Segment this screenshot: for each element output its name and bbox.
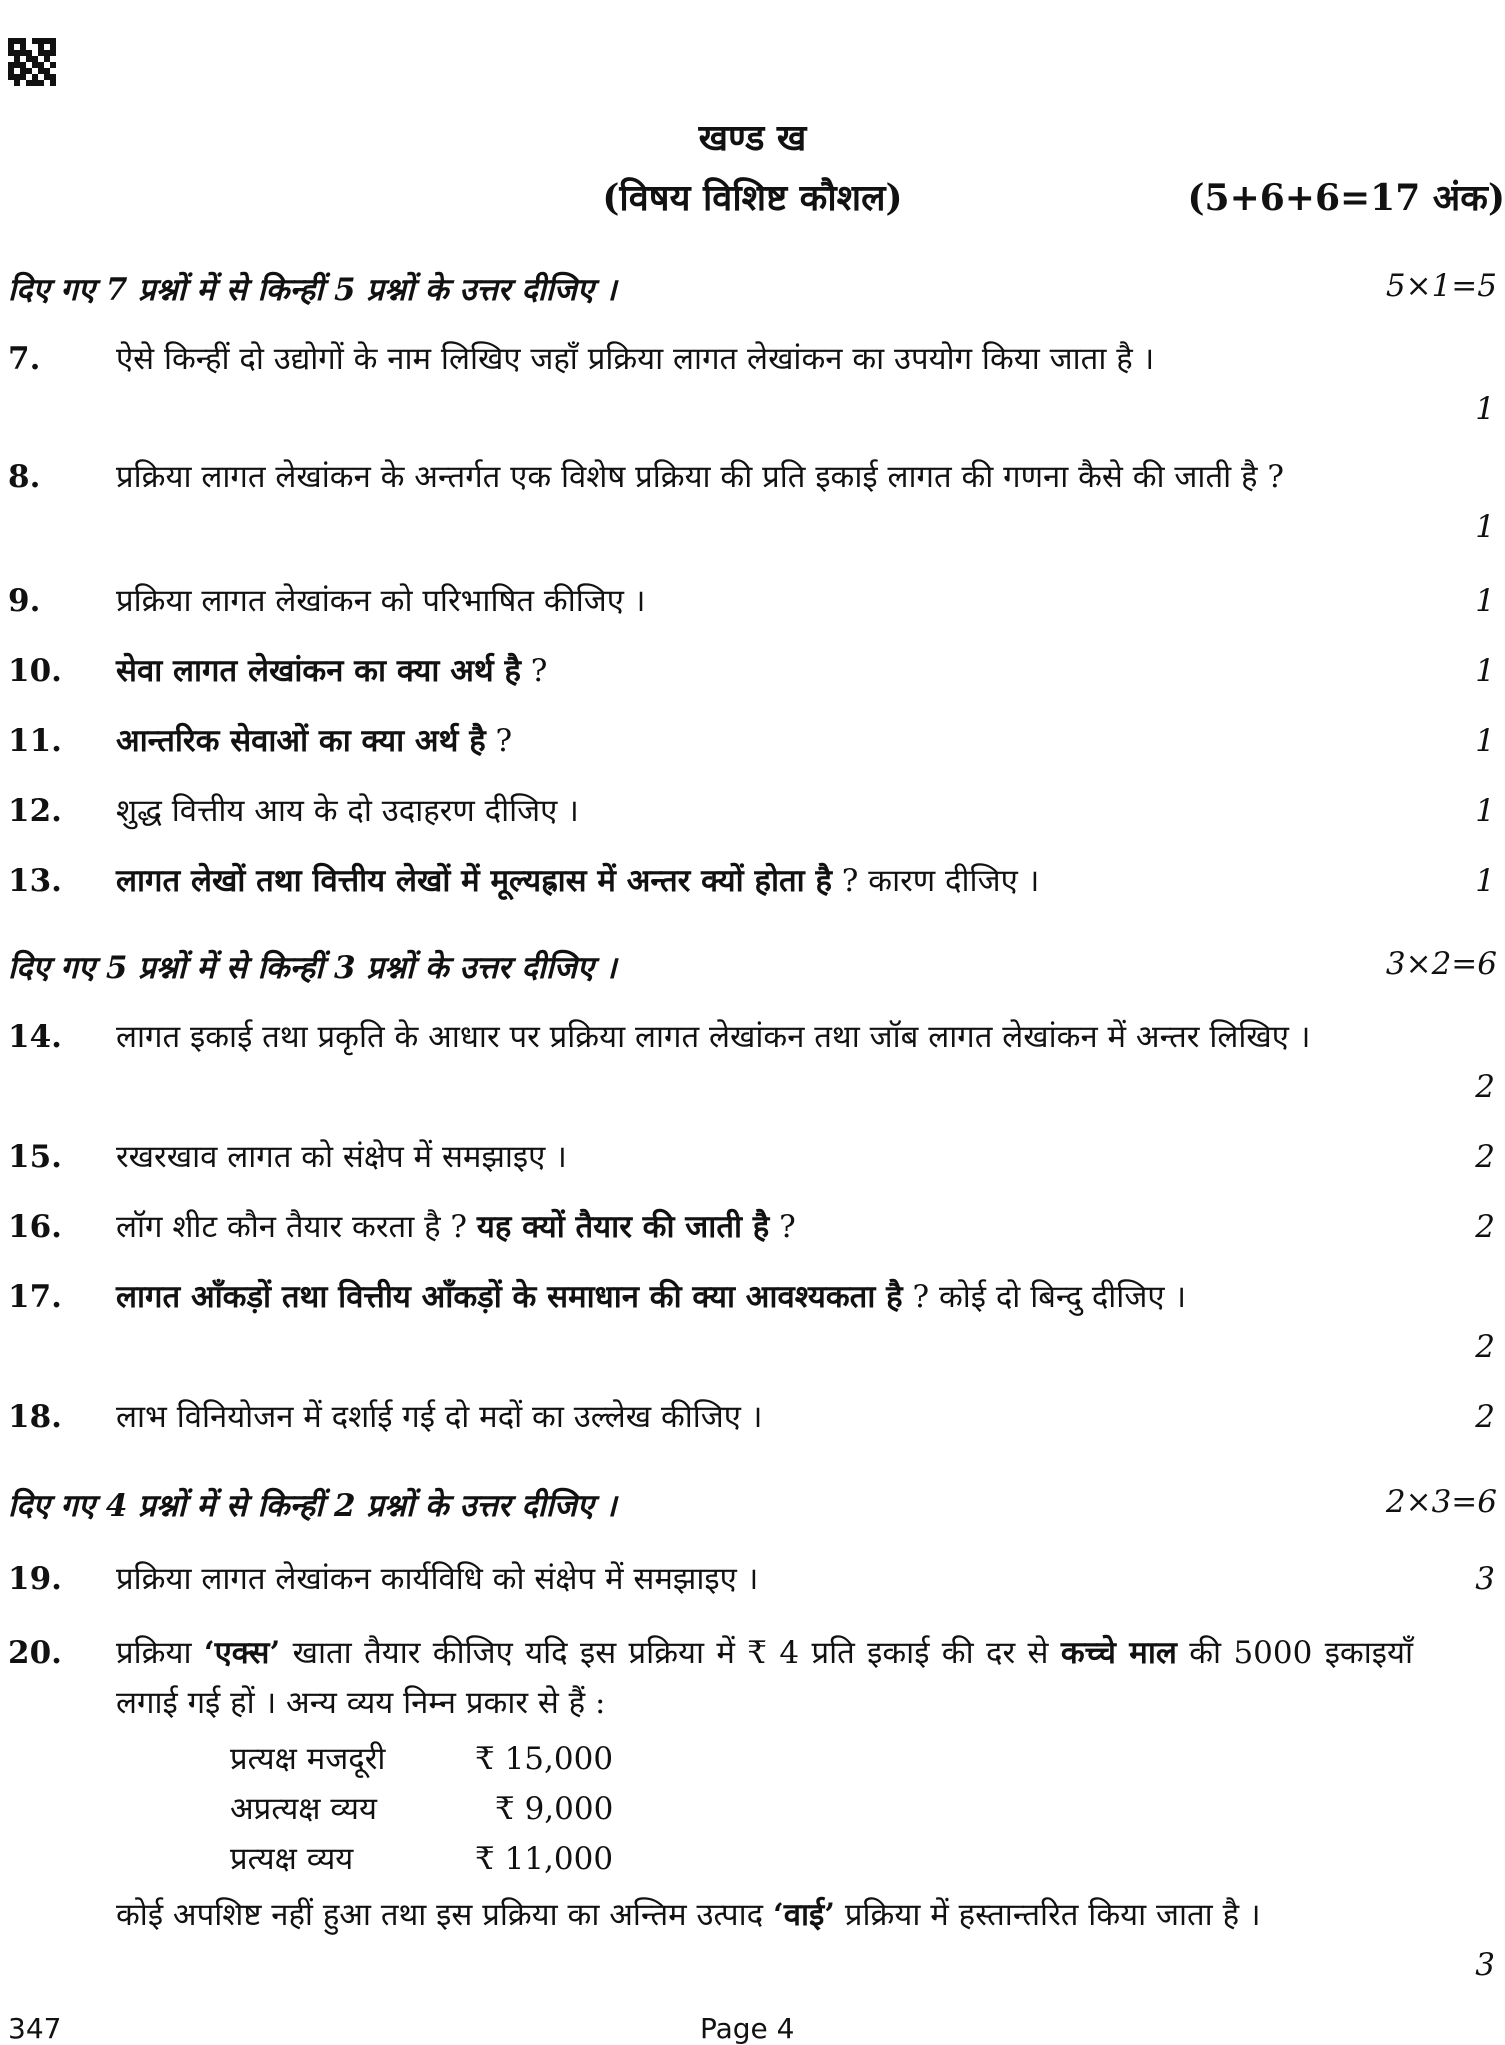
question-mark: 1 [1475,856,1495,906]
question-number: 13. [8,856,62,906]
question-14 [0,1012,1505,1112]
expense-value: ₹ 9,000 [495,1784,613,1834]
question-text: लाभ विनियोजन में दर्शाई गई दो मदों का उल्लेख कीजिए । [116,1392,1413,1442]
question-mark: 1 [1475,384,1495,434]
q20-text-p2a: कोई अपशिष्ट नहीं हुआ तथा इस प्रक्रिया का अन्तिम उत्पाद [116,1897,773,1933]
q20-raw-material: कच्चे माल [1061,1635,1177,1671]
section-title: खण्ड ख [0,112,1505,161]
question-20 [0,1628,1505,1728]
question-mark: 3 [1475,1554,1495,1604]
expense-value: ₹ 15,000 [475,1734,613,1784]
question-number: 20. [8,1628,62,1678]
question-number: 11. [8,716,62,766]
question-mark: 2 [1475,1392,1495,1442]
question-number: 14. [8,1012,62,1062]
question-7 [0,334,1505,434]
question-text-bold: यह क्यों तैयार की जाती है [477,1209,769,1245]
question-mark: 2 [1475,1322,1495,1372]
question-mark: 1 [1475,646,1495,696]
instruction-text: दिए गए 7 प्रश्नों में से किन्हीं 5 प्रश्नों के उत्तर दीजिए । [8,268,616,310]
question-mark: 1 [1475,576,1495,626]
question-8 [0,452,1505,552]
question-number: 18. [8,1392,62,1442]
paper-code: 347 [8,2012,61,2045]
question-text-bold: आन्तरिक सेवाओं का क्या अर्थ है [116,723,486,759]
instruction-marks: 5×1=5 [1386,268,1497,304]
question-19 [0,1554,1505,1604]
question-11 [0,716,1505,766]
q20-process-y: ‘वाई’ [773,1897,835,1933]
q20-text-p2c: प्रक्रिया में हस्तान्तरित किया जाता है । [835,1897,1261,1933]
question-number: 8. [8,452,40,502]
question-mark: 2 [1475,1202,1495,1252]
section-total-marks: (5+6+6=17 अंक) [1188,172,1505,221]
question-number: 9. [8,576,40,626]
question-number: 16. [8,1202,62,1252]
q20-text-a: प्रक्रिया [116,1635,204,1671]
instruction-marks: 2×3=6 [1386,1484,1497,1520]
question-text: प्रक्रिया लागत लेखांकन के अन्तर्गत एक विशेष प्रक्रिया की प्रति इकाई लागत की गणना कैसे की जाती है ? [116,452,1413,502]
question-text [116,1202,1413,1252]
question-text-bold: सेवा लागत लेखांकन का क्या अर्थ है [116,653,521,689]
question-17 [0,1272,1505,1372]
qr-code-icon [8,38,56,86]
question-text: ऐसे किन्हीं दो उद्योगों के नाम लिखिए जहाँ प्रक्रिया लागत लेखांकन का उपयोग किया जाता है । [116,334,1413,384]
question-mark: 1 [1475,786,1495,836]
question-text [116,716,1413,766]
question-text-rest: ? कोई दो बिन्दु दीजिए । [903,1279,1186,1315]
question-number: 7. [8,334,40,384]
question-text-rest: ? [769,1209,795,1245]
expense-label: प्रत्यक्ष मजदूरी [230,1734,385,1784]
q20-text-c: खाता तैयार कीजिए यदि इस प्रक्रिया में ₹ 4 प्रति इकाई की दर से [280,1635,1061,1671]
question-number: 17. [8,1272,62,1322]
question-text [116,856,1413,906]
question-18 [0,1392,1505,1442]
question-mark: 2 [1475,1062,1495,1112]
question-number: 15. [8,1132,62,1182]
question-text-rest: ? [486,723,512,759]
question-text-bold: लागत लेखों तथा वित्तीय लेखों में मूल्यह्रास में अन्तर क्यों होता है [116,863,832,899]
question-20-continued [0,1890,1505,1990]
group-instruction [8,268,1497,314]
question-text-bold: लागत आँकड़ों तथा वित्तीय आँकड़ों के समाधान की क्या आवश्यकता है [116,1279,903,1315]
question-mark: 2 [1475,1132,1495,1182]
expense-label: अप्रत्यक्ष व्यय [230,1784,377,1834]
question-12 [0,786,1505,836]
question-text-part2 [116,1890,1413,1940]
question-text: प्रक्रिया लागत लेखांकन को परिभाषित कीजिए । [116,576,1413,626]
section-subtitle: (विषय विशिष्ट कौशल) [0,172,1505,221]
question-text: लागत इकाई तथा प्रकृति के आधार पर प्रक्रिया लागत लेखांकन तथा जॉब लागत लेखांकन में अन्तर लिखिए । [116,1012,1413,1062]
question-number: 19. [8,1554,62,1604]
question-text [116,1272,1413,1322]
question-text: प्रक्रिया लागत लेखांकन कार्यविधि को संक्षेप में समझाइए । [116,1554,1413,1604]
question-text [116,646,1413,696]
question-text-part1 [116,1628,1413,1728]
page-number: Page 4 [700,2012,795,2045]
question-15 [0,1132,1505,1182]
instruction-text: दिए गए 5 प्रश्नों में से किन्हीं 3 प्रश्नों के उत्तर दीजिए । [8,946,616,988]
question-10 [0,646,1505,696]
question-text-pre: लॉग शीट कौन तैयार करता है ? [116,1209,477,1245]
question-text-rest: ? [521,653,547,689]
group-instruction [8,946,1497,992]
question-mark: 3 [1475,1940,1495,1990]
question-text: रखरखाव लागत को संक्षेप में समझाइए । [116,1132,1413,1182]
q20-text-e: की 5000 इकाइयाँ लगाई गई हों । अन्य व्यय निम्न प्रकार से हैं : [116,1635,1413,1721]
instruction-text: दिए गए 4 प्रश्नों में से किन्हीं 2 प्रश्नों के उत्तर दीजिए । [8,1484,616,1526]
question-mark: 1 [1475,502,1495,552]
question-number: 12. [8,786,62,836]
question-9 [0,576,1505,626]
instruction-marks: 3×2=6 [1386,946,1497,982]
question-13 [0,856,1505,906]
group-instruction [8,1484,1497,1530]
q20-process-x: ‘एक्स’ [204,1635,280,1671]
expense-value: ₹ 11,000 [475,1834,613,1884]
question-text-rest: ? कारण दीजिए । [832,863,1039,899]
question-number: 10. [8,646,62,696]
question-16 [0,1202,1505,1252]
question-text: शुद्ध वित्तीय आय के दो उदाहरण दीजिए । [116,786,1413,836]
question-mark: 1 [1475,716,1495,766]
expense-label: प्रत्यक्ष व्यय [230,1834,353,1884]
